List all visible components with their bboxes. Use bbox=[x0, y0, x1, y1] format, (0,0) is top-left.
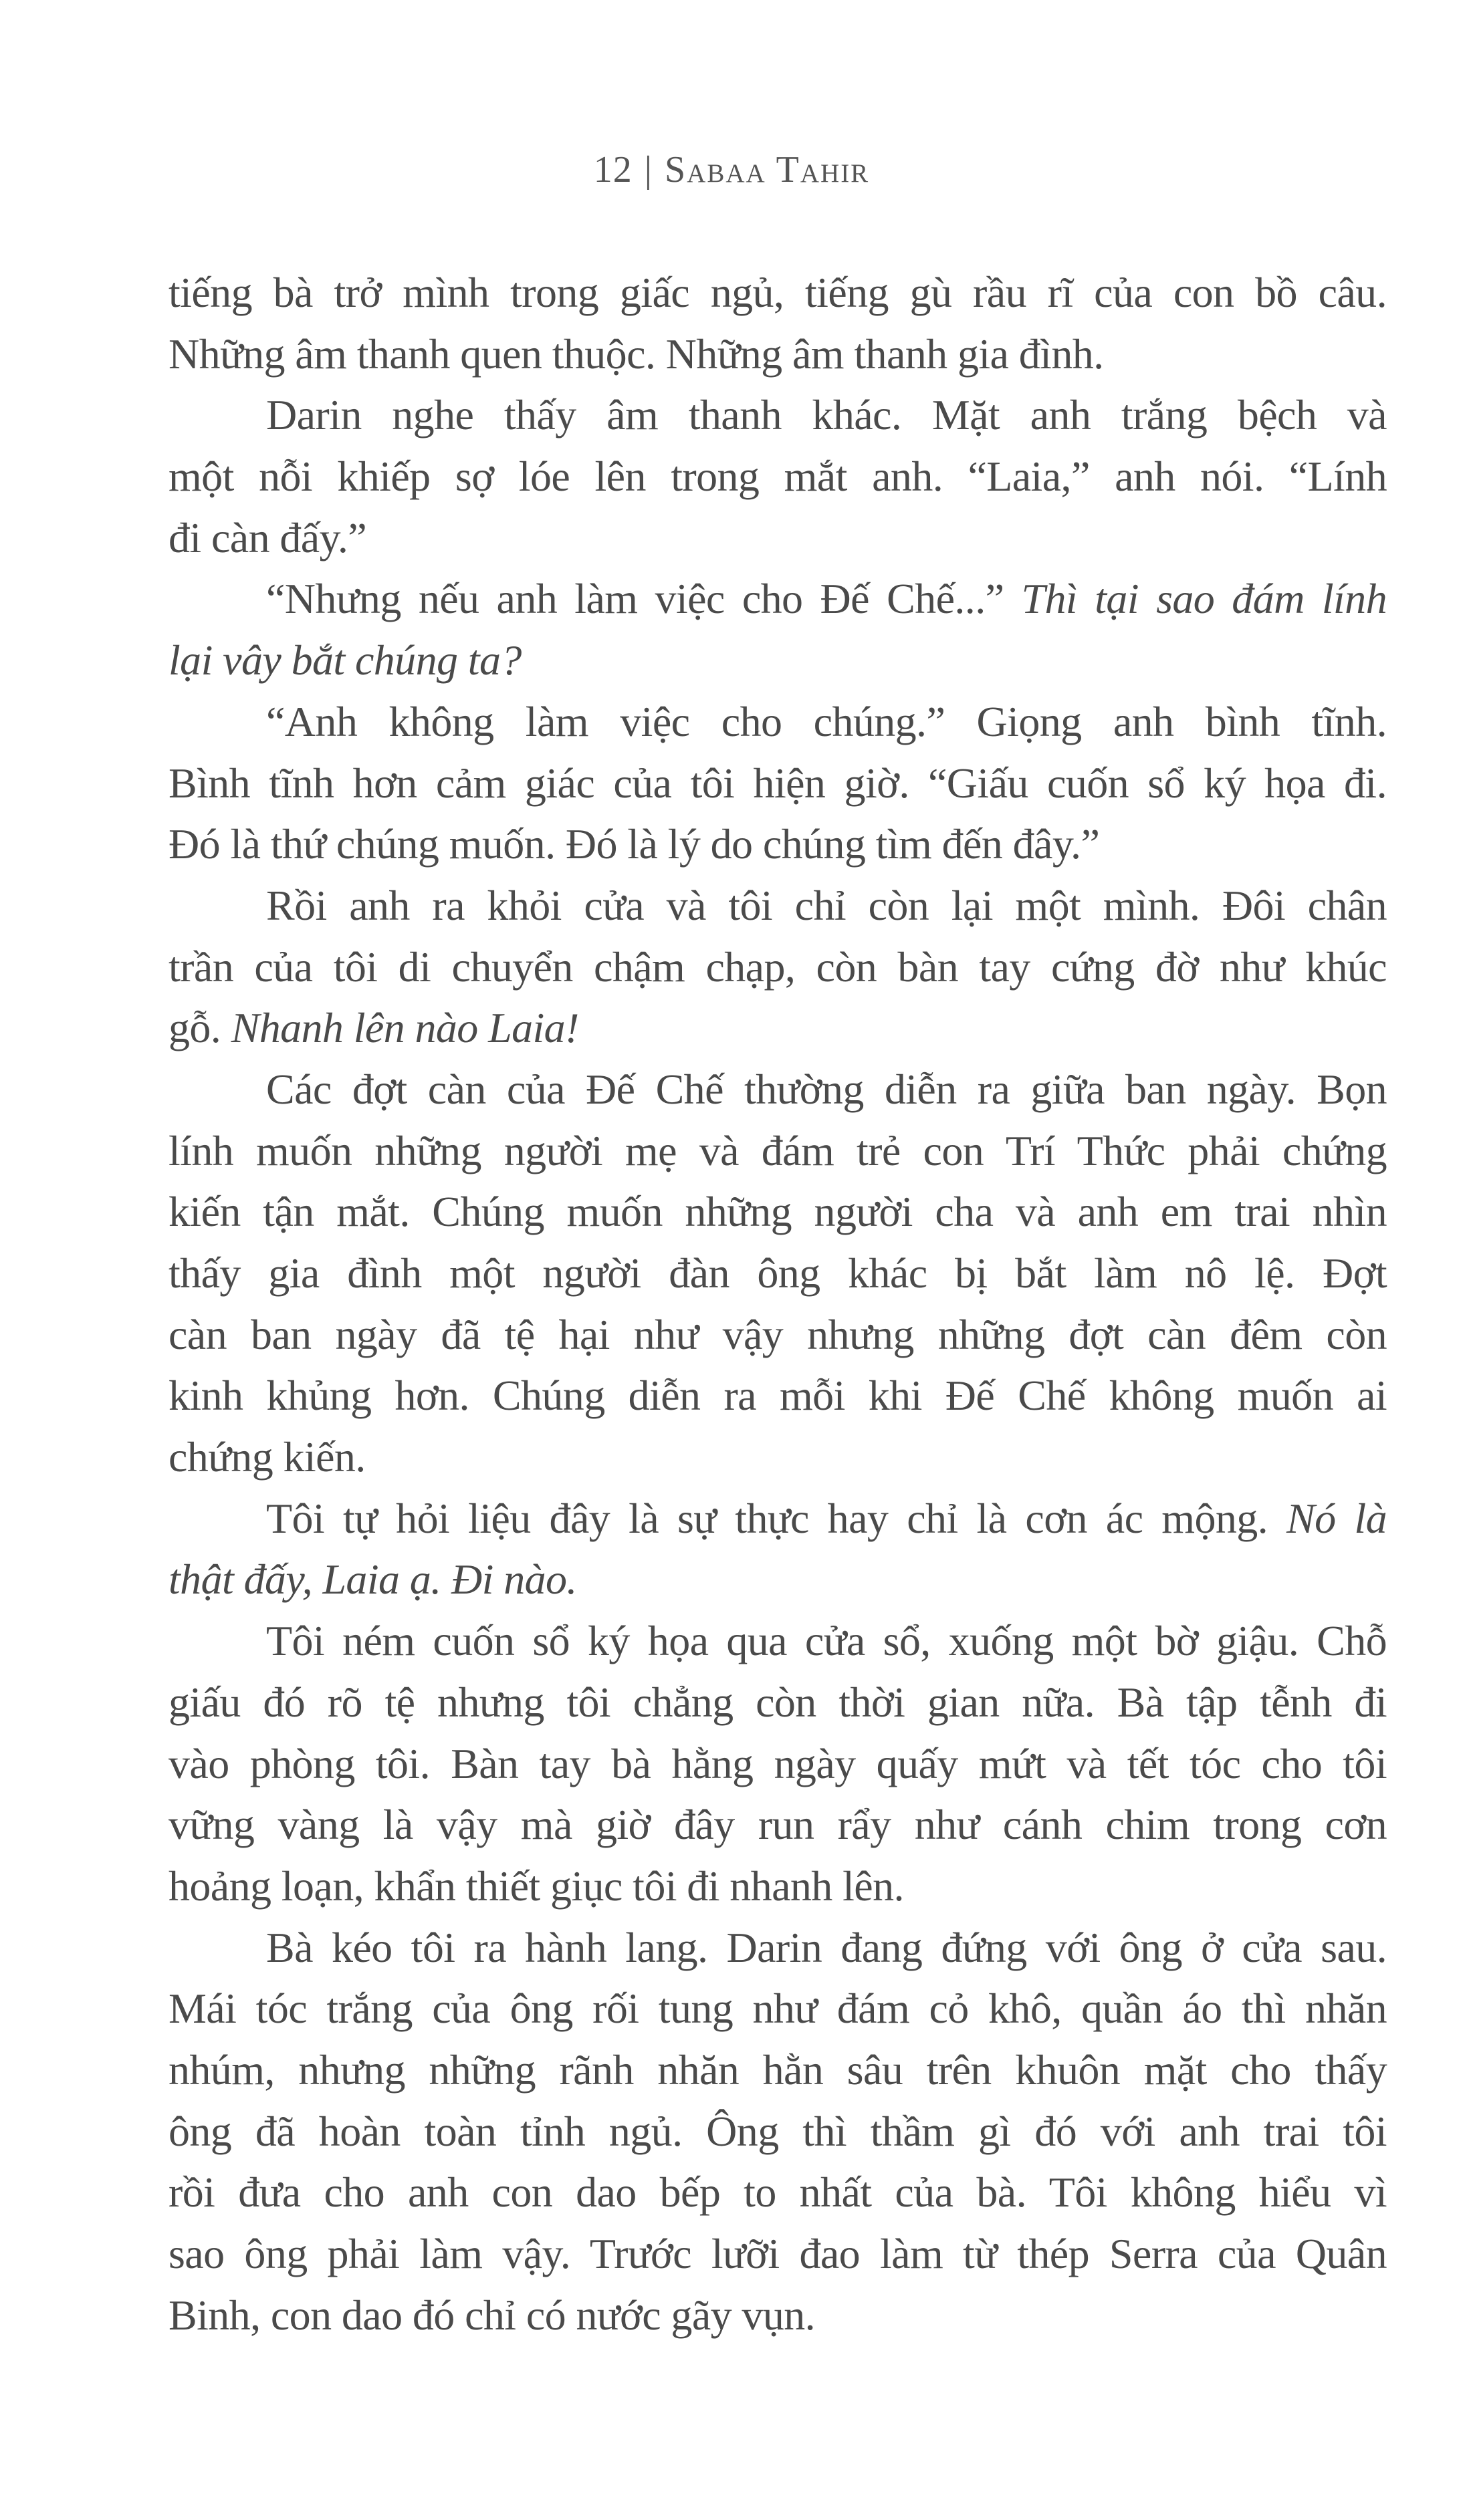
text-line bbox=[168, 1672, 1387, 1733]
text-line bbox=[168, 691, 1387, 753]
body-text: chứng kiến. bbox=[168, 1433, 366, 1481]
text-line bbox=[168, 936, 1387, 998]
text-line bbox=[168, 1794, 1387, 1856]
text-line bbox=[168, 262, 1387, 324]
body-text: rồi đưa cho anh con dao bếp to nhất của bà. Tôi không hiểu vì bbox=[168, 2168, 1387, 2217]
body-text: sao ông phải làm vậy. Trước lưỡi đao làm từ thép Serra của Quân bbox=[168, 2230, 1387, 2277]
text-line bbox=[168, 1426, 1387, 1488]
text-line bbox=[168, 2162, 1387, 2223]
body-text: “Anh không làm việc cho chúng.” Giọng anh bình tĩnh. bbox=[266, 697, 1387, 745]
body-text: Binh, con dao đó chỉ có nước gãy vụn. bbox=[168, 2291, 816, 2339]
body-text: Các đợt càn của Đế Chế thường diễn ra giữa ban ngày. Bọn bbox=[266, 1065, 1387, 1113]
body-text: kinh khủng hơn. Chúng diễn ra mỗi khi Đế Chế không muốn ai bbox=[168, 1372, 1387, 1420]
text-line bbox=[168, 324, 1387, 385]
body-text: Mái tóc trắng của ông rối tung như đám cỏ khô, quần áo thì nhăn bbox=[168, 1985, 1387, 2033]
page-number: 12 bbox=[593, 149, 633, 191]
text-line bbox=[168, 1365, 1387, 1426]
text-line bbox=[168, 2223, 1387, 2285]
body-text: lính muốn những người mẹ và đám trẻ con Trí Thức phải chứng bbox=[168, 1126, 1387, 1174]
text-line bbox=[168, 446, 1387, 507]
body-text: Darin nghe thấy âm thanh khác. Mặt anh trắng bệch và bbox=[266, 391, 1387, 439]
page-body-text bbox=[168, 262, 1387, 2346]
text-line bbox=[168, 1917, 1387, 1979]
body-text: ông đã hoàn toàn tỉnh ngủ. Ông thì thầm gì đó với anh trai tôi bbox=[168, 2107, 1387, 2155]
body-text: một nỗi khiếp sợ lóe lên trong mắt anh. “Laia,” anh nói. “Lính bbox=[168, 453, 1387, 501]
italic-text: Nhanh lên nào Laia! bbox=[231, 1004, 579, 1052]
running-header bbox=[0, 148, 1463, 191]
text-line bbox=[168, 507, 1387, 569]
body-text: nhúm, nhưng những rãnh nhăn hằn sâu trên khuôn mặt cho thấy bbox=[168, 2045, 1387, 2094]
text-line bbox=[168, 875, 1387, 936]
text-line bbox=[168, 1549, 1387, 1610]
header-separator: | bbox=[644, 149, 653, 191]
body-text: thấy gia đình một người đàn ông khác bị bắt làm nô lệ. Đợt bbox=[168, 1249, 1387, 1297]
body-text: Tôi tự hỏi liệu đây là sự thực hay chỉ là cơn ác mộng. bbox=[266, 1494, 1286, 1542]
text-line bbox=[168, 1120, 1387, 1182]
text-line bbox=[168, 2039, 1387, 2101]
body-text: Tôi ném cuốn sổ ký họa qua cửa sổ, xuống một bờ giậu. Chỗ bbox=[266, 1617, 1387, 1665]
text-line bbox=[168, 568, 1387, 630]
text-line bbox=[168, 1243, 1387, 1304]
body-text: vững vàng là vậy mà giờ đây run rẩy như cánh chim trong cơn bbox=[168, 1801, 1387, 1849]
text-line bbox=[168, 1978, 1387, 2039]
body-text: tiếng bà trở mình trong giấc ngủ, tiếng gù rầu rĩ của con bồ câu. bbox=[168, 269, 1387, 316]
body-text: “Nhưng nếu anh làm việc cho Đế Chế...” bbox=[266, 575, 1022, 623]
body-text: càn ban ngày đã tệ hại như vậy nhưng những đợt càn đêm còn bbox=[168, 1310, 1387, 1358]
text-line bbox=[168, 1610, 1387, 1672]
body-text: Đó là thứ chúng muốn. Đó là lý do chúng tìm đến đây.” bbox=[168, 820, 1100, 868]
body-text: Những âm thanh quen thuộc. Những âm thanh gia đình. bbox=[168, 330, 1104, 378]
body-text: đi càn đấy.” bbox=[168, 513, 367, 561]
body-text: kiến tận mắt. Chúng muốn những người cha và anh em trai nhìn bbox=[168, 1188, 1387, 1236]
italic-text: Nó là bbox=[1286, 1494, 1387, 1542]
text-line bbox=[168, 630, 1387, 691]
body-text: Bình tĩnh hơn cảm giác của tôi hiện giờ. “Giấu cuốn sổ ký họa đi. bbox=[168, 759, 1387, 807]
body-text: giấu đó rõ tệ nhưng tôi chẳng còn thời gian nữa. Bà tập tễnh đi bbox=[168, 1678, 1387, 1726]
text-line bbox=[168, 1059, 1387, 1120]
body-text: trần của tôi di chuyển chậm chạp, còn bàn tay cứng đờ như khúc bbox=[168, 942, 1387, 991]
body-text: Rồi anh ra khỏi cửa và tôi chỉ còn lại một mình. Đôi chân bbox=[266, 881, 1387, 929]
text-line bbox=[168, 997, 1387, 1059]
text-line bbox=[168, 384, 1387, 446]
italic-text: Thì tại sao đám lính bbox=[1021, 575, 1387, 623]
text-line bbox=[168, 1856, 1387, 1917]
body-text: hoảng loạn, khẩn thiết giục tôi đi nhanh lên. bbox=[168, 1862, 904, 1910]
italic-text: thật đấy, Laia ạ. Đi nào. bbox=[168, 1555, 577, 1604]
text-line bbox=[168, 813, 1387, 875]
text-line bbox=[168, 2285, 1387, 2346]
body-text: Bà kéo tôi ra hành lang. Darin đang đứng với ông ở cửa sau. bbox=[266, 1923, 1387, 1971]
text-line bbox=[168, 1488, 1387, 1549]
text-line bbox=[168, 2101, 1387, 2162]
text-line bbox=[168, 753, 1387, 814]
body-text: gỗ. bbox=[168, 1004, 231, 1052]
text-line bbox=[168, 1181, 1387, 1243]
body-text: vào phòng tôi. Bàn tay bà hằng ngày quấy mứt và tết tóc cho tôi bbox=[168, 1739, 1387, 1787]
text-line bbox=[168, 1304, 1387, 1366]
text-line bbox=[168, 1733, 1387, 1795]
italic-text: lại vây bắt chúng ta? bbox=[168, 636, 522, 684]
author-name: Sabaa Tahir bbox=[665, 149, 870, 191]
